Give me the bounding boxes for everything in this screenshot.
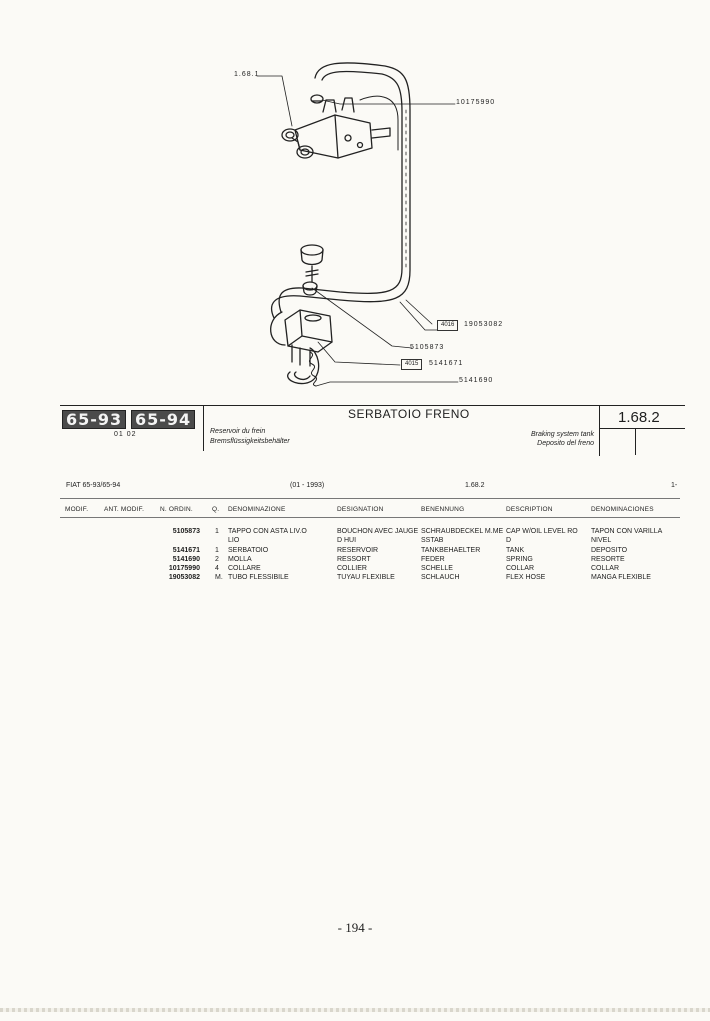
- brake-valve-block: [282, 98, 390, 158]
- callout-ref-1-68-1: 1.68.1: [234, 71, 260, 78]
- info-rule: [60, 498, 680, 499]
- header-rule-ref: [600, 428, 685, 429]
- info-ref: 1.68.2: [465, 482, 485, 489]
- hose-lower-loop: [271, 312, 285, 345]
- desc-it: MOLLA: [228, 556, 252, 563]
- col-modif: MODIF.: [65, 506, 89, 513]
- collar-clamp: [311, 95, 323, 103]
- desc-en: FLEX HOSE: [506, 574, 546, 581]
- quantity: 1: [215, 528, 219, 535]
- callout-5105873: 5105873: [410, 344, 445, 351]
- callout-box-4015: 4015: [401, 359, 422, 370]
- desc-de: FEDER: [421, 556, 445, 563]
- desc-es: TAPON CON VARILLA: [591, 528, 663, 535]
- desc-es: MANGA FLEXIBLE: [591, 574, 651, 581]
- col-denominaciones: DENOMINACIONES: [591, 506, 654, 513]
- callout-5141690: 5141690: [459, 377, 494, 384]
- callout-box-4016: 4016: [437, 320, 458, 331]
- section-ref: 1.68.2: [618, 409, 660, 426]
- callout-10175990: 10175990: [456, 99, 496, 106]
- quantity: 2: [215, 556, 219, 563]
- desc-fr: COLLIER: [337, 565, 367, 572]
- desc-fr: TUYAU FLEXIBLE: [337, 574, 395, 581]
- reservoir-cap: [301, 245, 323, 295]
- callout-5141671: 5141671: [429, 360, 464, 367]
- desc-es: DEPOSITO: [591, 547, 628, 554]
- desc-en: TANK: [506, 547, 525, 554]
- quantity: 1: [215, 547, 219, 554]
- desc-en-cont: D: [506, 537, 512, 544]
- header-rule-top: [60, 405, 685, 406]
- col-q: Q.: [212, 506, 220, 513]
- brake-reservoir-exploded-diagram: [0, 0, 710, 400]
- title-en: Braking system tank: [530, 431, 594, 438]
- desc-it-cont: LIO: [228, 537, 240, 544]
- info-page-marker: 1-: [671, 482, 678, 489]
- title-de: Bremsflüssigkeitsbehälter: [210, 438, 290, 445]
- table-header-rule: [60, 517, 680, 518]
- model-badge-2: 65-94: [131, 410, 195, 429]
- desc-fr: BOUCHON AVEC JAUGE: [337, 528, 419, 535]
- part-number: 5105873: [172, 528, 200, 535]
- desc-fr: RESERVOIR: [337, 547, 379, 554]
- hose-inner: [279, 72, 402, 312]
- header-tick: [635, 429, 636, 455]
- part-number: 5141671: [172, 547, 200, 554]
- header-divider-left: [203, 405, 204, 451]
- desc-fr-cont: D HUI: [337, 537, 357, 544]
- desc-de: SCHELLE: [421, 565, 453, 572]
- col-designation: DESIGNATION: [337, 506, 384, 513]
- desc-it: COLLARE: [228, 565, 261, 572]
- col-ant-modif: ANT. MODIF.: [104, 506, 145, 513]
- desc-es: COLLAR: [591, 565, 620, 572]
- info-models: FIAT 65-93/65-94: [66, 482, 121, 489]
- desc-it: TUBO FLESSIBILE: [228, 574, 289, 581]
- callout-19053082: 19053082: [464, 321, 504, 328]
- desc-de: SCHLAUCH: [421, 574, 460, 581]
- title-fr: Reservoir du frein: [210, 428, 266, 435]
- col-denominazione: DENOMINAZIONE: [228, 506, 286, 513]
- quantity: 4: [215, 565, 219, 572]
- hose-outer: [272, 63, 410, 318]
- desc-fr: RESSORT: [337, 556, 371, 563]
- col-description: DESCRIPTION: [506, 506, 553, 513]
- desc-en: COLLAR: [506, 565, 535, 572]
- page-title: SERBATOIO FRENO: [348, 407, 470, 421]
- desc-de: TANKBEHAELTER: [421, 547, 481, 554]
- info-period: (01 - 1993): [290, 482, 325, 489]
- model-subcode: 01 02: [114, 431, 137, 438]
- part-number: 10175990: [168, 565, 200, 572]
- desc-it: TAPPO CON ASTA LIV.O: [228, 528, 307, 535]
- desc-de: SCHRAUBDECKEL M.ME: [421, 528, 504, 535]
- header-divider-right: [599, 405, 600, 456]
- col-n-ordin: N. ORDIN.: [160, 506, 193, 513]
- model-badge-1: 65-93: [62, 410, 126, 429]
- desc-de-cont: SSTAB: [421, 537, 444, 544]
- part-number: 5141690: [172, 556, 200, 563]
- desc-it: SERBATOIO: [228, 547, 269, 554]
- scan-edge-bottom: [0, 1008, 710, 1012]
- col-benennung: BENENNUNG: [421, 506, 465, 513]
- part-number: 19053082: [168, 574, 200, 581]
- desc-en: SPRING: [506, 556, 533, 563]
- desc-en: CAP W/OIL LEVEL RO: [506, 528, 578, 535]
- quantity: M.: [215, 574, 223, 581]
- page-number: - 194 -: [337, 920, 373, 935]
- desc-es: RESORTE: [591, 556, 625, 563]
- reservoir-tank: [285, 310, 332, 366]
- title-es: Deposito del freno: [537, 440, 594, 447]
- desc-es-cont: NIVEL: [591, 537, 612, 544]
